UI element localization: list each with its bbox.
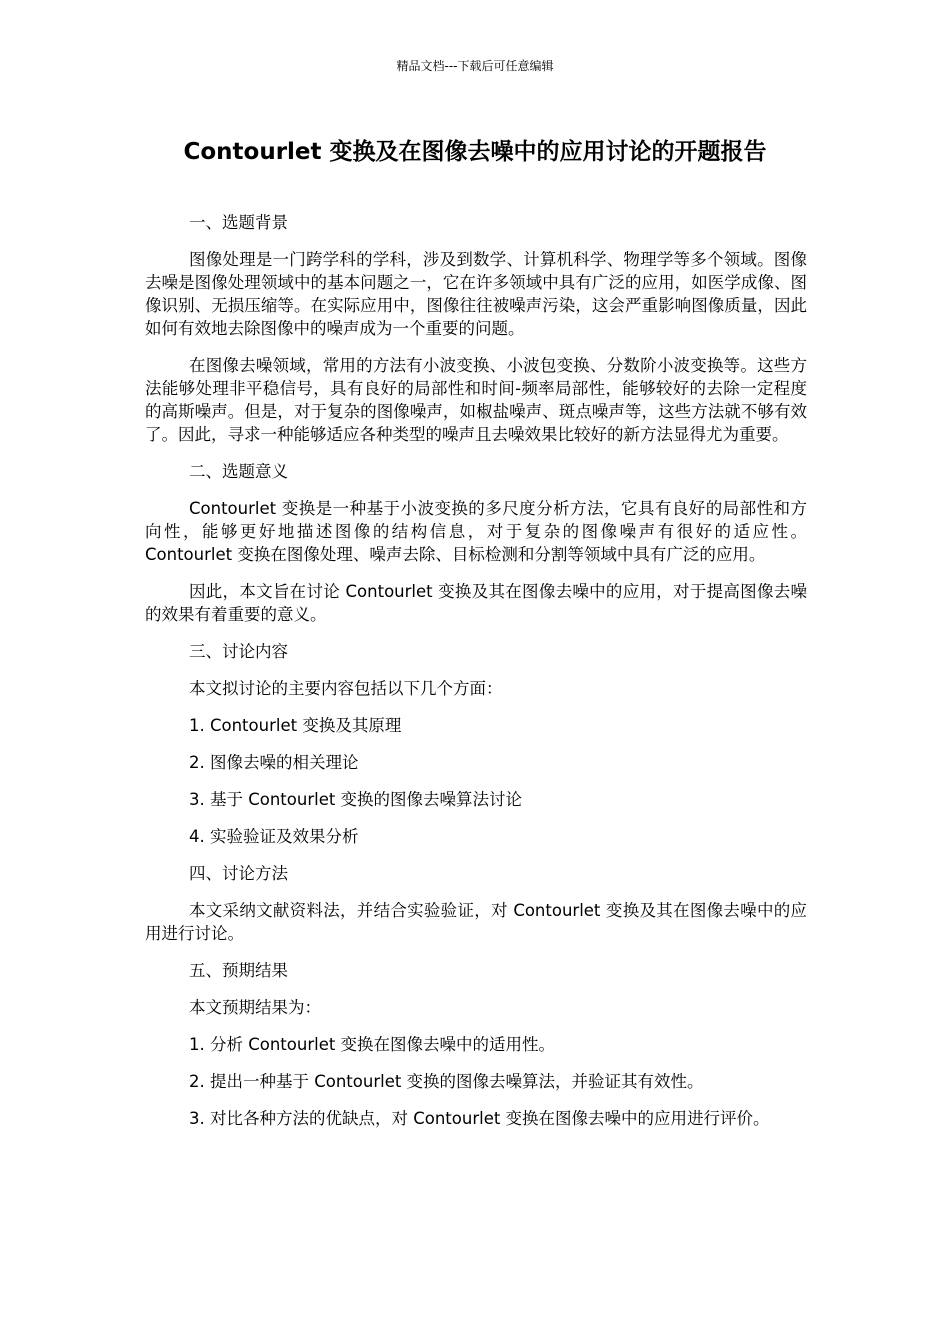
list-item: 3. 基于 Contourlet 变换的图像去噪算法讨论	[189, 790, 523, 809]
section-heading-content: 三、讨论内容	[189, 642, 288, 661]
page-title: Contourlet 变换及在图像去噪中的应用讨论的开题报告	[183, 139, 767, 165]
document-body	[145, 211, 807, 1144]
paragraph: 本文预期结果为：	[189, 998, 321, 1017]
list-item: 2. 提出一种基于 Contourlet 变换的图像去噪算法，并验证其有效性。	[189, 1072, 704, 1091]
section-heading-method: 四、讨论方法	[189, 864, 288, 883]
section-heading-significance: 二、选题意义	[189, 462, 288, 481]
paragraph: 图像处理是一门跨学科的学科，涉及到数学、计算机科学、物理学等多个领域。图像去噪是图像处理领域中的基本问题之一，它在许多领域中具有广泛的应用，如医学成像、图像识别、无损压缩等。在实际应用中，图像往往被噪声污染，这会严重影响图像质量，因此如何有效地去除图像中的噪声成为一个重要的问题。	[145, 250, 807, 338]
paragraph: 因此，本文旨在讨论 Contourlet 变换及其在图像去噪中的应用，对于提高图像去噪的效果有着重要的意义。	[145, 582, 807, 624]
list-item: 1. Contourlet 变换及其原理	[189, 716, 402, 735]
paragraph: Contourlet 变换是一种基于小波变换的多尺度分析方法，它具有良好的局部性和方向性，能够更好地描述图像的结构信息，对于复杂的图像噪声有很好的适应性。Contourlet 变换在图像处理、噪声去除、目标检测和分割等领域中具有广泛的应用。	[145, 499, 807, 564]
section-heading-expected-results: 五、预期结果	[189, 961, 288, 980]
paragraph: 在图像去噪领域，常用的方法有小波变换、小波包变换、分数阶小波变换等。这些方法能够处理非平稳信号，具有良好的局部性和时间-频率局部性，能够较好的去除一定程度的高斯噪声。但是，对于复杂的图像噪声，如椒盐噪声、斑点噪声等，这些方法就不够有效了。因此，寻求一种能够适应各种类型的噪声且去噪效果比较好的新方法显得尤为重要。	[145, 356, 807, 444]
section-heading-background: 一、选题背景	[189, 213, 288, 232]
list-item: 2. 图像去噪的相关理论	[189, 753, 359, 772]
paragraph: 本文采纳文献资料法，并结合实验验证，对 Contourlet 变换及其在图像去噪中的应用进行讨论。	[145, 901, 807, 943]
list-item: 1. 分析 Contourlet 变换在图像去噪中的适用性。	[189, 1035, 556, 1054]
list-item: 4. 实验验证及效果分析	[189, 827, 359, 846]
paragraph: 本文拟讨论的主要内容包括以下几个方面：	[189, 679, 503, 698]
list-item: 3. 对比各种方法的优缺点，对 Contourlet 变换在图像去噪中的应用进行评价。	[189, 1109, 770, 1128]
header-note: 精品文档---下载后可任意编辑	[396, 59, 554, 73]
